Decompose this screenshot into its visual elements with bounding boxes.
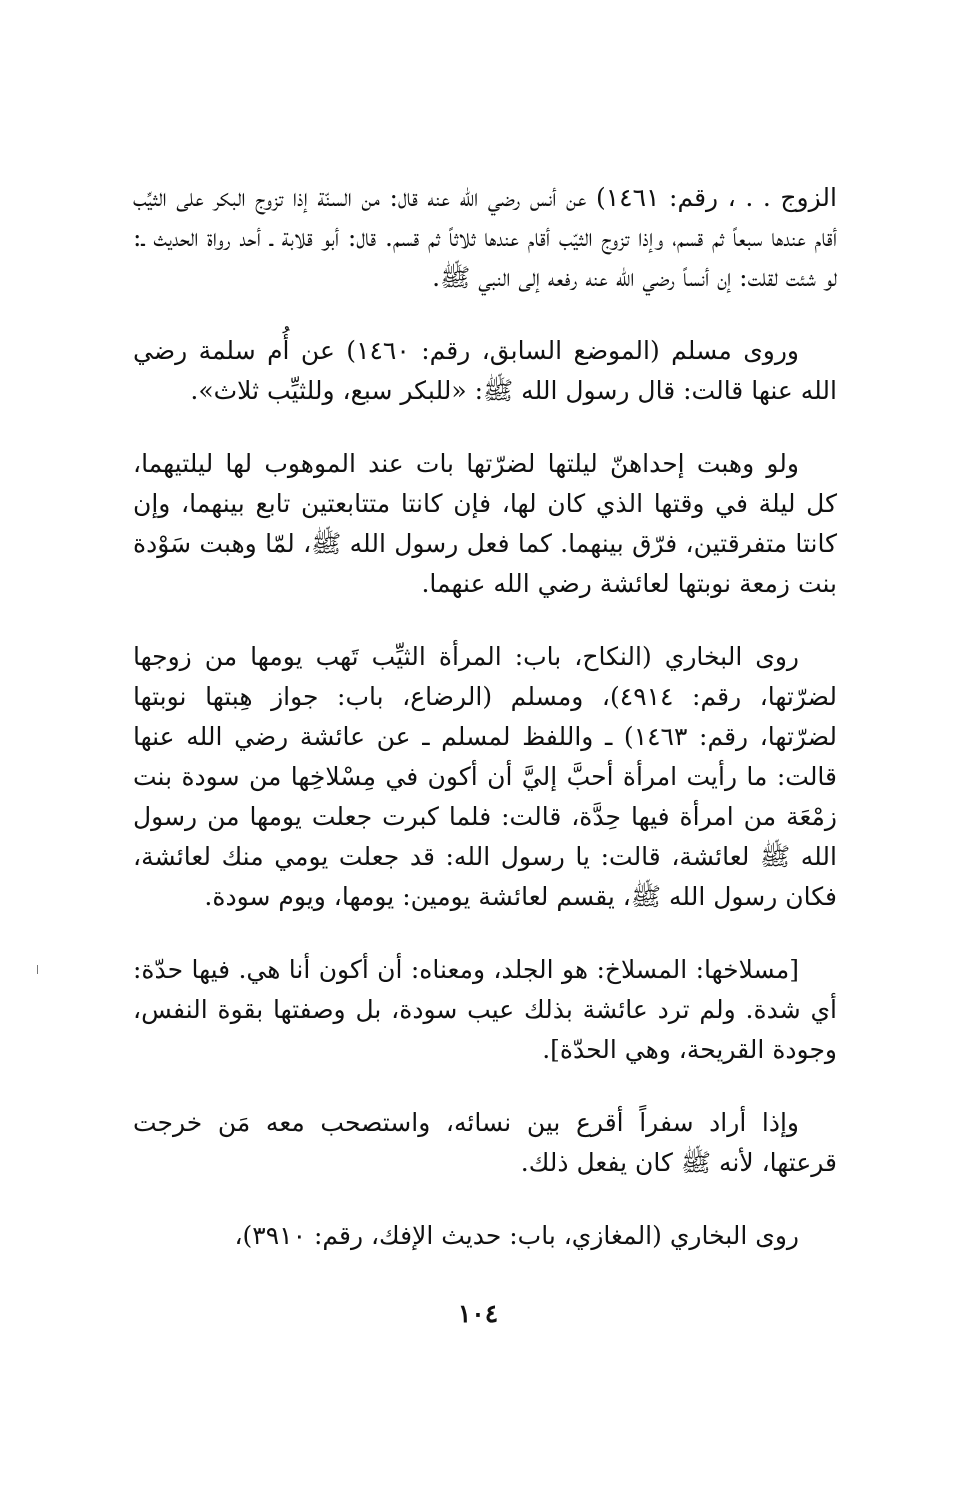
paragraph-7: روى البخاري (المغازي، باب: حديث الإفك، رقم: ٣٩١٠)، [234,1221,799,1250]
paragraph-2: وروى مسلم (الموضع السابق، رقم: ١٤٦٠) عن أُم سلمة رضي الله عنها قالت: قال رسول الله ﷺ: «للبكر سبع، وللثيِّب ثلاث». [133,336,837,405]
margin-mark [37,965,38,974]
page-number: ١٠٤ [457,1299,499,1328]
paragraph-5-note: [مسلاخها: المسلاخ: هو الجلد، ومعناه: أن أكون أنا هي. فيها حدّة: أي شدة. ولم ترد عائشة بذلك عيب سودة، بل وصفتها بقوة النفس، وجودة القريحة، وهي الحدّة]. [133,955,837,1064]
paragraph-6: وإذا أراد سفراً أقرع بين نسائه، واستصحب معه مَن خرجت قرعتها، لأنه ﷺ كان يفعل ذلك. [133,1108,837,1177]
page-body [133,178,837,1289]
paragraph-3: ولو وهبت إحداهنّ ليلتها لضرّتها بات عند الموهوب لها ليلتيهما، كل ليلة في وقتها الذي كان لها، فإن كانتا متتابعتين تابع بينهما، وإن كانتا متفرقتين، فرّق بينهما. كما فعل رسول الله ﷺ، لمّا وهبت سَوْدة بنت زمعة نوبتها لعائشة رضي الله عنهما. [133,449,837,598]
paragraph-1: الزوج . . ، رقم: ١٤٦١) عن أنس رضي الله عنه قال: من السنّة إذا تزوج البكر على الثيِّب أقام عندها سبعاً ثم قسم، وإذا تزوج الثيّب أقام عندها ثلاثاً ثم قسم. قال: أبو قلابة ـ أحد رواة الحديث ـ: لو شئت لقلت: إن أنساً رضي الله عنه رفعه إلى النبي ﷺ. [133,183,837,292]
paragraph-4: روى البخاري (النكاح، باب: المرأة الثيِّب تَهب يومها من زوجها لضرّتها، رقم: ٤٩١٤)، ومسلم (الرضاع، باب: جواز هِبتها نوبتها لضرّتها، رقم: ١٤٦٣) ـ واللفظ لمسلم ـ عن عائشة رضي الله عنها قالت: ما رأيت امرأة أحبَّ إليَّ أن أكون في مِسْلاخِها من سودة بنت زمْعَة من امرأة فيها حِدَّة، قالت: فلما كبرت جعلت يومها من رسول الله ﷺ لعائشة، قالت: يا رسول الله: قد جعلت يومي منك لعائشة، فكان رسول الله ﷺ، يقسم لعائشة يومين: يومها، ويوم سودة. [133,642,837,911]
